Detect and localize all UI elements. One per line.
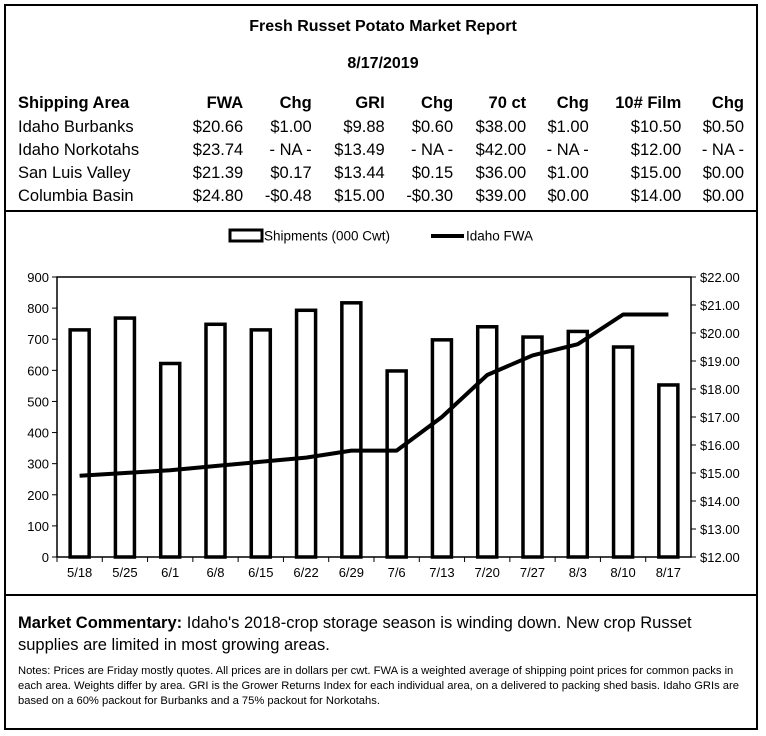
- y-right-tick-label: $19.00: [700, 354, 740, 369]
- table-cell: Idaho Norkotahs: [18, 141, 140, 159]
- y-left-tick-label: 300: [27, 456, 49, 472]
- price-table-header: [18, 90, 748, 116]
- table-cell: Columbia Basin: [18, 187, 134, 205]
- table-cell: $0.00: [702, 187, 744, 205]
- table-cell: $15.00: [334, 187, 385, 205]
- bar-shipments: [251, 330, 270, 557]
- col-header: GRI: [355, 93, 385, 112]
- table-cell: $1.00: [547, 118, 589, 136]
- x-tick-label: 6/1: [161, 565, 180, 580]
- table-cell: $14.00: [630, 187, 682, 205]
- table-cell: $10.50: [630, 118, 682, 136]
- x-tick-label: 5/18: [66, 565, 93, 580]
- table-cell: $21.39: [192, 164, 244, 182]
- table-cell: $9.88: [343, 118, 385, 136]
- bar-shipments: [70, 330, 89, 557]
- table-cell: $0.00: [547, 187, 589, 205]
- table-row: [18, 162, 748, 185]
- bar-shipments: [568, 331, 587, 557]
- table-cell: $36.00: [475, 164, 527, 182]
- bar-shipments: [432, 340, 451, 557]
- y-right-tick-label: $17.00: [700, 410, 740, 425]
- y-right-tick-label: $16.00: [700, 438, 740, 453]
- table-cell: $39.00: [475, 187, 527, 205]
- plot-area: [57, 277, 691, 557]
- y-left-tick-label: 800: [27, 301, 49, 317]
- table-cell: $20.66: [192, 118, 244, 136]
- table-cell: $38.00: [475, 118, 527, 136]
- x-tick-label: 8/17: [655, 565, 682, 580]
- col-header: Chg: [711, 93, 744, 112]
- table-cell: $0.60: [411, 118, 454, 136]
- bar-shipments: [478, 327, 497, 557]
- table-cell: - NA -: [410, 141, 454, 159]
- legend-swatch-shipments: [230, 230, 262, 241]
- legend-label-fwa: Idaho FWA: [466, 228, 534, 244]
- col-header: FWA: [206, 93, 244, 112]
- shipments-fwa-chart: [6, 212, 756, 594]
- bar-shipments: [614, 347, 633, 557]
- x-tick-label: 7/20: [474, 565, 500, 580]
- table-row: [18, 139, 748, 162]
- price-table: [18, 90, 748, 208]
- x-tick-label: 6/22: [293, 565, 319, 580]
- commentary-text: Idaho's 2018-crop storage season is winding down. New crop Russet supplies are limited in most growing areas.: [18, 614, 692, 654]
- table-cell: $13.44: [334, 164, 385, 182]
- table-cell: $23.74: [192, 141, 244, 159]
- x-tick-label: 6/29: [338, 565, 365, 580]
- y-left-tick-label: 0: [41, 550, 49, 565]
- y-right-tick-label: $12.00: [700, 550, 740, 565]
- y-right-tick-label: $14.00: [700, 494, 740, 509]
- commentary-label: Market Commentary:: [18, 614, 183, 632]
- chart-panel: [6, 210, 756, 596]
- x-tick-label: 7/13: [429, 565, 455, 580]
- y-right-tick-label: $22.00: [700, 270, 740, 285]
- col-header: Chg: [421, 93, 454, 112]
- col-header: 70 ct: [488, 93, 527, 112]
- col-header: Chg: [279, 93, 312, 112]
- table-row: [18, 185, 748, 208]
- bar-shipments: [206, 324, 225, 557]
- y-left-tick-label: 400: [27, 425, 49, 441]
- y-left-tick-label: 700: [27, 332, 49, 348]
- y-right-tick-label: $15.00: [700, 466, 740, 481]
- bar-shipments: [115, 318, 134, 557]
- table-cell: $0.00: [702, 164, 744, 182]
- col-header: Chg: [556, 93, 589, 112]
- table-cell: -$0.30: [406, 187, 454, 205]
- bar-shipments: [387, 371, 406, 557]
- bar-shipments: [161, 363, 180, 557]
- table-cell: $42.00: [475, 141, 527, 159]
- bar-shipments: [297, 310, 316, 557]
- col-header: Shipping Area: [18, 93, 130, 112]
- y-right-tick-label: $13.00: [700, 522, 740, 537]
- x-tick-label: 7/6: [387, 565, 406, 580]
- bar-shipments: [342, 303, 361, 557]
- y-left-tick-label: 200: [27, 487, 49, 503]
- table-cell: $24.80: [192, 187, 244, 205]
- report-date: 8/17/2019: [347, 55, 419, 72]
- y-left-tick-label: 600: [27, 363, 49, 379]
- x-tick-label: 6/8: [206, 565, 225, 580]
- y-right-tick-label: $18.00: [700, 382, 740, 397]
- table-row: [18, 116, 748, 139]
- notes: Notes: Prices are Friday mostly quotes. All prices are in dollars per cwt. FWA is a weighted average of shipping point prices for common packs in each area. Weights differ by area. GRI is the Grower Returns Index for each individual area, on a delivered to packing shed basis. Idaho GRIs are based on a 60% packout for Burbanks and a 75% packout for Norkotahs.: [18, 665, 739, 707]
- table-cell: $0.15: [411, 164, 454, 182]
- y-right-tick-label: $21.00: [700, 298, 740, 313]
- x-tick-label: 8/3: [568, 565, 587, 580]
- table-cell: $13.49: [334, 141, 385, 159]
- table-cell: -$0.48: [264, 187, 312, 205]
- bar-shipments: [523, 337, 542, 557]
- x-tick-label: 7/27: [519, 565, 546, 580]
- col-header: 10# Film: [615, 93, 682, 112]
- x-tick-label: 6/15: [248, 565, 274, 580]
- market-commentary: [18, 612, 748, 656]
- y-left-tick-label: 900: [27, 270, 49, 285]
- table-cell: - NA -: [546, 141, 589, 159]
- report-title: Fresh Russet Potato Market Report: [249, 18, 517, 35]
- table-cell: $0.17: [270, 164, 312, 182]
- table-cell: $0.50: [702, 118, 744, 136]
- table-cell: $1.00: [270, 118, 312, 136]
- table-cell: Idaho Burbanks: [18, 118, 134, 136]
- table-cell: $1.00: [547, 164, 589, 182]
- y-left-tick-label: 100: [27, 518, 49, 534]
- table-cell: $12.00: [630, 141, 682, 159]
- x-tick-label: 8/10: [610, 565, 636, 580]
- bar-shipments: [659, 385, 678, 557]
- x-tick-label: 5/25: [112, 565, 138, 580]
- table-cell: San Luis Valley: [18, 164, 131, 182]
- y-left-tick-label: 500: [27, 394, 49, 410]
- y-right-tick-label: $20.00: [700, 326, 740, 341]
- table-cell: $15.00: [630, 164, 682, 182]
- legend-label-shipments: Shipments (000 Cwt): [264, 228, 391, 244]
- table-cell: - NA -: [269, 141, 312, 159]
- table-cell: - NA -: [701, 141, 744, 159]
